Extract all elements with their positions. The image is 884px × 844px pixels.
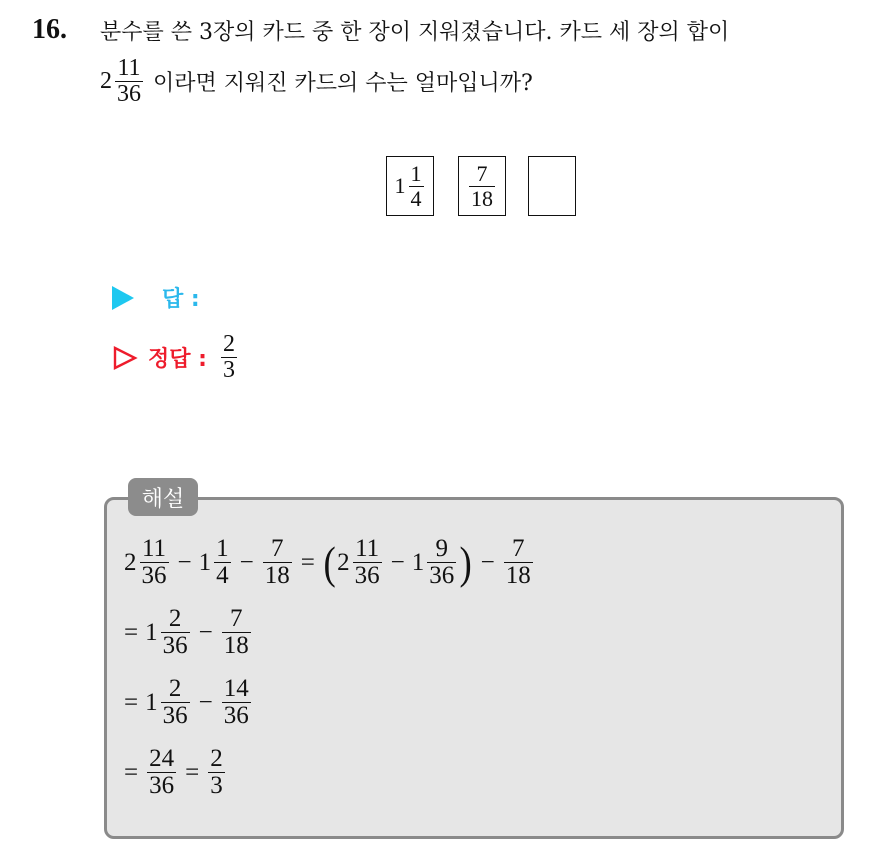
numerator: 9	[435, 535, 449, 562]
math-operator: =	[124, 688, 139, 716]
denominator: 36	[354, 562, 380, 590]
math-operator: −	[198, 618, 213, 646]
question-text-line2	[100, 56, 533, 107]
outline-triangle-icon	[112, 345, 138, 371]
solution-line-4	[124, 746, 227, 800]
numerator: 14	[223, 675, 249, 702]
fraction	[353, 536, 382, 590]
mixed-number	[124, 536, 171, 590]
fraction	[140, 536, 169, 590]
fraction	[214, 536, 231, 590]
sum-numerator: 11	[117, 55, 141, 81]
fraction	[222, 676, 251, 730]
card-1-numerator: 1	[410, 161, 422, 187]
correct-answer-label: 정답 :	[148, 347, 207, 373]
card-2	[458, 156, 506, 216]
numerator: 11	[355, 535, 380, 562]
play-triangle-icon	[112, 286, 134, 310]
solution-line-1	[124, 536, 535, 590]
math-operator: −	[239, 548, 254, 576]
numerator: 7	[270, 535, 284, 562]
mixed-number	[145, 606, 192, 660]
math-operator: −	[480, 548, 495, 576]
mixed-number	[145, 676, 192, 730]
card-2-denominator: 18	[471, 185, 493, 211]
sum-mixed-fraction	[100, 56, 145, 107]
answer-row	[112, 282, 200, 313]
denominator: 36	[149, 772, 175, 800]
whole-number: 2	[124, 548, 137, 576]
correct-answer-fraction: $\frac{2}{3}$	[222, 331, 235, 384]
math-operator: =	[124, 758, 139, 786]
solution-title: 해설	[128, 478, 198, 516]
whole-number: 1	[198, 548, 212, 576]
numerator: 24	[149, 745, 175, 772]
math-operator: =	[185, 758, 200, 786]
numerator: 2	[168, 605, 182, 632]
solution-line-2	[124, 606, 253, 660]
fraction	[161, 676, 190, 730]
denominator: 18	[223, 632, 249, 660]
denominator: 18	[264, 562, 290, 590]
math-operator: −	[390, 548, 405, 576]
fraction	[504, 536, 533, 590]
whole-number: 1	[145, 618, 158, 646]
denominator: 18	[505, 562, 531, 590]
denominator: 36	[162, 702, 188, 730]
fraction	[427, 536, 456, 590]
math-operator: )	[459, 536, 473, 588]
math-operator: =	[124, 618, 139, 646]
denominator: 3	[210, 772, 223, 800]
solution-line-3	[124, 676, 253, 730]
question-number: 16.	[32, 14, 67, 45]
fraction	[222, 606, 251, 660]
denominator: 36	[429, 562, 455, 590]
mixed-number	[337, 536, 384, 590]
numerator: 2	[168, 675, 182, 702]
numerator: 1	[216, 535, 229, 562]
math-operator: =	[300, 548, 315, 576]
whole-number: 2	[337, 548, 350, 576]
whole-number: 1	[411, 548, 425, 576]
card-2-numerator: 7	[476, 161, 488, 187]
sum-denominator: 36	[117, 81, 141, 108]
answer-label: 답 :	[162, 287, 200, 312]
whole-number: 1	[145, 688, 158, 716]
card-3-erased	[528, 156, 576, 216]
denominator: 36	[223, 702, 249, 730]
card-1-denominator: 4	[410, 185, 422, 211]
denominator: 4	[216, 562, 229, 590]
question-text-line2-rest: 이라면 지워진 카드의 수는 얼마입니까?	[153, 71, 533, 97]
card-1	[386, 156, 434, 216]
fraction	[147, 746, 176, 800]
numerator: 7	[229, 605, 243, 632]
numerator: 2	[210, 745, 223, 772]
sum-whole: 2	[100, 68, 112, 95]
numerator: 11	[141, 535, 167, 562]
card-1-whole: 1	[394, 173, 406, 198]
math-operator: −	[198, 688, 213, 716]
mixed-number	[199, 536, 233, 590]
mixed-number	[412, 536, 459, 590]
fraction	[263, 536, 292, 590]
math-operator: −	[177, 548, 192, 576]
denominator: 36	[141, 562, 167, 590]
denominator: 36	[162, 632, 188, 660]
correct-answer-row	[112, 332, 239, 383]
numerator: 7	[511, 535, 525, 562]
fraction	[208, 746, 225, 800]
fraction	[161, 606, 190, 660]
question-text-line1: 분수를 쓴 3장의 카드 중 한 장이 지워졌습니다. 카드 세 장의 합이	[100, 20, 730, 45]
math-operator: (	[323, 536, 336, 588]
